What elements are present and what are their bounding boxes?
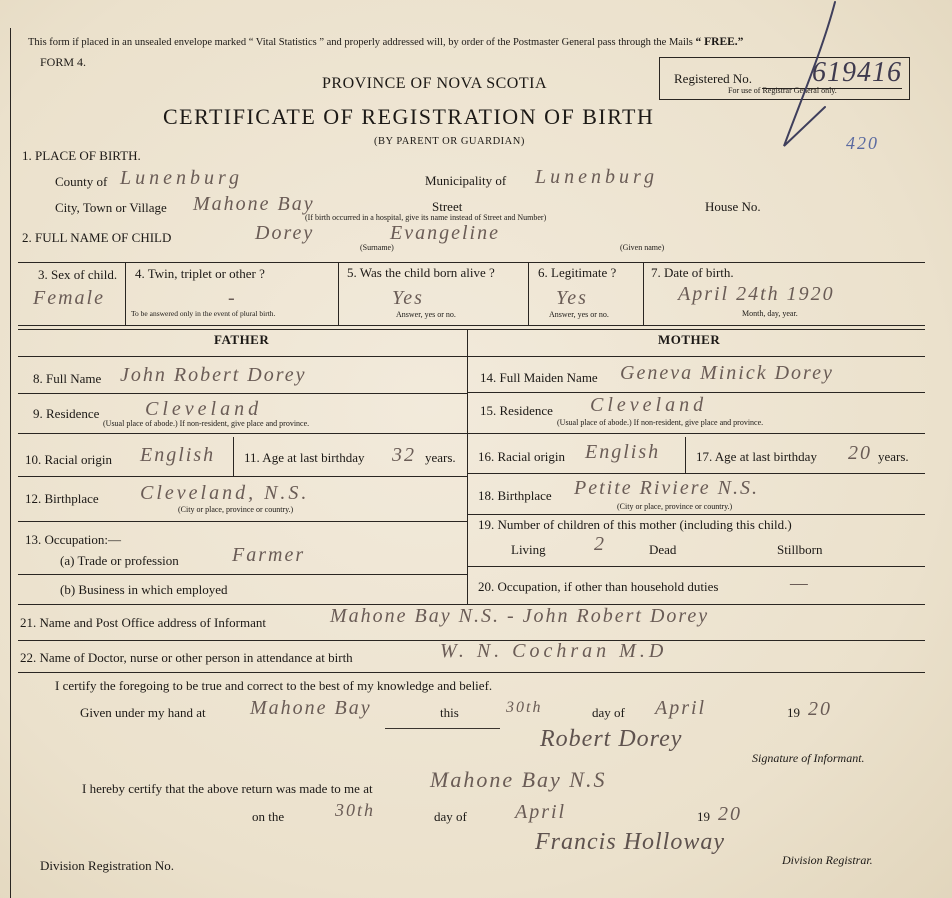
informant-value: Mahone Bay N.S. - John Robert Dorey	[330, 605, 710, 627]
this-label: this	[440, 705, 459, 720]
division-registrar-label: Division Registrar.	[782, 853, 873, 867]
father-age-value: 32	[392, 444, 416, 466]
rule-line	[18, 433, 467, 434]
mother-birthplace-label: 18. Birthplace	[478, 488, 552, 503]
province-heading: PROVINCE OF NOVA SCOTIA	[322, 75, 548, 92]
father-trade-value: Farmer	[232, 544, 306, 566]
born-alive-note: Answer, yes or no.	[396, 310, 456, 319]
registered-number-label: Registered No.	[674, 71, 752, 86]
living-label: Living	[511, 542, 546, 557]
father-name-value: John Robert Dorey	[120, 364, 307, 386]
certification-day-of-label: day of	[592, 705, 625, 720]
mother-heading: MOTHER	[658, 332, 721, 347]
rule-line	[18, 672, 925, 673]
informant-signature: Robert Dorey	[540, 726, 683, 752]
mother-birthplace-note: (City or place, province or country.)	[617, 502, 733, 511]
father-birthplace-value: Cleveland, N.S.	[140, 482, 310, 504]
column-divider	[685, 437, 686, 473]
legitimate-note: Answer, yes or no.	[549, 310, 609, 319]
father-residence-value: Cleveland	[145, 398, 263, 420]
mother-residence-note: (Usual place of abode.) If non-resident, give place and province.	[557, 418, 764, 427]
rule-line	[467, 433, 925, 434]
left-border	[10, 28, 11, 898]
date-of-birth-label: 7. Date of birth.	[651, 265, 734, 280]
father-racial-origin-value: English	[140, 444, 216, 466]
legitimate-value: Yes	[556, 287, 588, 309]
certification-day-value: 30th	[506, 699, 543, 716]
doctor-value: W. N. Cochran M.D	[440, 640, 668, 662]
sex-label: 3. Sex of child.	[38, 267, 118, 282]
mother-racial-origin-label: 16. Racial origin	[478, 449, 566, 464]
mother-name-label: 14. Full Maiden Name	[480, 370, 598, 385]
municipality-value: Lunenburg	[535, 166, 659, 188]
rule-line	[467, 392, 925, 393]
city-label: City, Town or Village	[55, 200, 167, 215]
living-value: 2	[594, 533, 606, 555]
certificate-subtitle: (BY PARENT OR GUARDIAN)	[374, 136, 525, 147]
column-divider	[528, 262, 529, 325]
sex-value: Female	[33, 287, 105, 309]
column-divider	[643, 262, 644, 325]
doctor-label: 22. Name of Doctor, nurse or other person in attendance at birth	[20, 650, 353, 665]
informant-signature-label: Signature of Informant.	[752, 751, 865, 765]
certification-place-value: Mahone Bay	[250, 697, 372, 719]
date-of-birth-note: Month, day, year.	[742, 309, 798, 318]
pen-check-stroke	[765, 0, 855, 155]
surname-caption: (Surname)	[360, 243, 394, 252]
rule-line	[18, 329, 925, 330]
mother-age-label: 17. Age at last birthday	[696, 449, 817, 464]
house-number-label: House No.	[705, 199, 761, 214]
mother-years-label: years.	[878, 449, 909, 464]
hospital-note: (If birth occurred in a hospital, give its name instead of Street and Number)	[305, 213, 547, 222]
father-occupation-label: 13. Occupation:—	[25, 532, 122, 547]
mother-occupation-label: 20. Occupation, if other than household duties	[478, 579, 719, 594]
father-trade-label: (a) Trade or profession	[60, 553, 179, 568]
child-given-name-value: Evangeline	[390, 222, 500, 244]
column-divider	[233, 437, 234, 476]
father-name-label: 8. Full Name	[33, 371, 102, 386]
rule-line	[467, 514, 925, 515]
registered-number-note: For use of Registrar General only.	[728, 86, 837, 95]
column-divider	[125, 262, 126, 325]
certification-month-value: April	[655, 697, 707, 719]
mother-residence-label: 15. Residence	[480, 403, 553, 418]
stillborn-label: Stillborn	[777, 542, 823, 557]
registrar-day-of-label: day of	[434, 809, 467, 824]
county-value: Lunenburg	[120, 167, 244, 189]
mailing-notice-text: This form if placed in an unsealed envelope marked “ Vital Statistics ” and properly addressed will, by order of the Postmaster General pass through the Mails	[28, 37, 693, 48]
born-alive-value: Yes	[392, 287, 424, 309]
certification-year-value: 20	[808, 698, 832, 720]
rule-line	[18, 476, 467, 477]
certification-statement: I certify the foregoing to be true and correct to the best of my knowledge and belief.	[55, 678, 493, 693]
mother-name-value: Geneva Minick Dorey	[620, 362, 834, 384]
registrar-day-value: 30th	[335, 800, 376, 820]
registrar-year-value: 20	[718, 803, 742, 825]
certificate-title: CERTIFICATE OF REGISTRATION OF BIRTH	[163, 104, 655, 129]
father-birthplace-label: 12. Birthplace	[25, 491, 99, 506]
registrar-century-label: 19	[697, 809, 710, 824]
registrar-signature: Francis Holloway	[535, 829, 725, 855]
rule-line	[467, 473, 925, 474]
rule-line	[18, 574, 467, 575]
father-residence-note: (Usual place of abode.) If non-resident, give place and province.	[103, 419, 310, 428]
registered-number-value: 619416	[812, 57, 902, 88]
children-count-label: 19. Number of children of this mother (including this child.)	[478, 517, 792, 532]
born-alive-label: 5. Was the child born alive ?	[347, 265, 495, 280]
rule-line	[18, 262, 925, 263]
child-name-label: 2. FULL NAME OF CHILD	[22, 230, 172, 245]
form-number: FORM 4.	[40, 55, 87, 69]
father-business-label: (b) Business in which employed	[60, 582, 228, 597]
margin-note: 420	[846, 133, 879, 153]
mother-residence-value: Cleveland	[590, 394, 708, 416]
plural-birth-label: 4. Twin, triplet or other ?	[135, 266, 265, 281]
on-the-label: on the	[252, 809, 285, 824]
father-years-label: years.	[425, 450, 456, 465]
pen-underline	[385, 728, 500, 729]
column-divider	[338, 262, 339, 325]
child-surname-value: Dorey	[255, 222, 315, 244]
rule-line	[18, 325, 925, 326]
rule-line	[18, 356, 925, 357]
legitimate-label: 6. Legitimate ?	[538, 265, 617, 280]
given-under-hand-label: Given under my hand at	[80, 705, 206, 720]
registrar-place-value: Mahone Bay N.S	[430, 767, 607, 792]
free-label: “ FREE.”	[695, 36, 744, 48]
mother-occupation-value: —	[790, 572, 810, 594]
father-racial-origin-label: 10. Racial origin	[25, 452, 113, 467]
plural-birth-value: -	[228, 287, 237, 309]
father-age-label: 11. Age at last birthday	[244, 450, 365, 465]
street-label: Street	[432, 199, 463, 214]
division-registration-number-label: Division Registration No.	[40, 858, 174, 873]
rule-line	[18, 393, 467, 394]
given-name-caption: (Given name)	[620, 243, 665, 252]
father-heading: FATHER	[214, 332, 270, 347]
rule-line	[467, 566, 925, 567]
father-birthplace-note: (City or place, province or country.)	[178, 505, 294, 514]
city-value: Mahone Bay	[193, 193, 315, 215]
mailing-notice	[28, 36, 743, 49]
place-of-birth-heading: 1. PLACE OF BIRTH.	[22, 148, 141, 163]
rule-line	[18, 521, 467, 522]
mother-birthplace-value: Petite Riviere N.S.	[574, 477, 759, 499]
date-of-birth-value: April 24th 1920	[678, 283, 835, 305]
registrar-month-value: April	[515, 801, 567, 823]
certification-century-label: 19	[787, 705, 800, 720]
plural-birth-note: To be answered only in the event of plural birth.	[131, 309, 276, 318]
registrar-statement: I hereby certify that the above return was made to me at	[82, 781, 373, 796]
mother-racial-origin-value: English	[585, 441, 661, 463]
informant-label: 21. Name and Post Office address of Informant	[20, 615, 266, 630]
father-residence-label: 9. Residence	[33, 406, 100, 421]
parents-divider	[467, 329, 468, 604]
dead-label: Dead	[649, 542, 677, 557]
county-label: County of	[55, 174, 108, 189]
mother-age-value: 20	[848, 442, 872, 464]
municipality-label: Municipality of	[425, 173, 507, 188]
